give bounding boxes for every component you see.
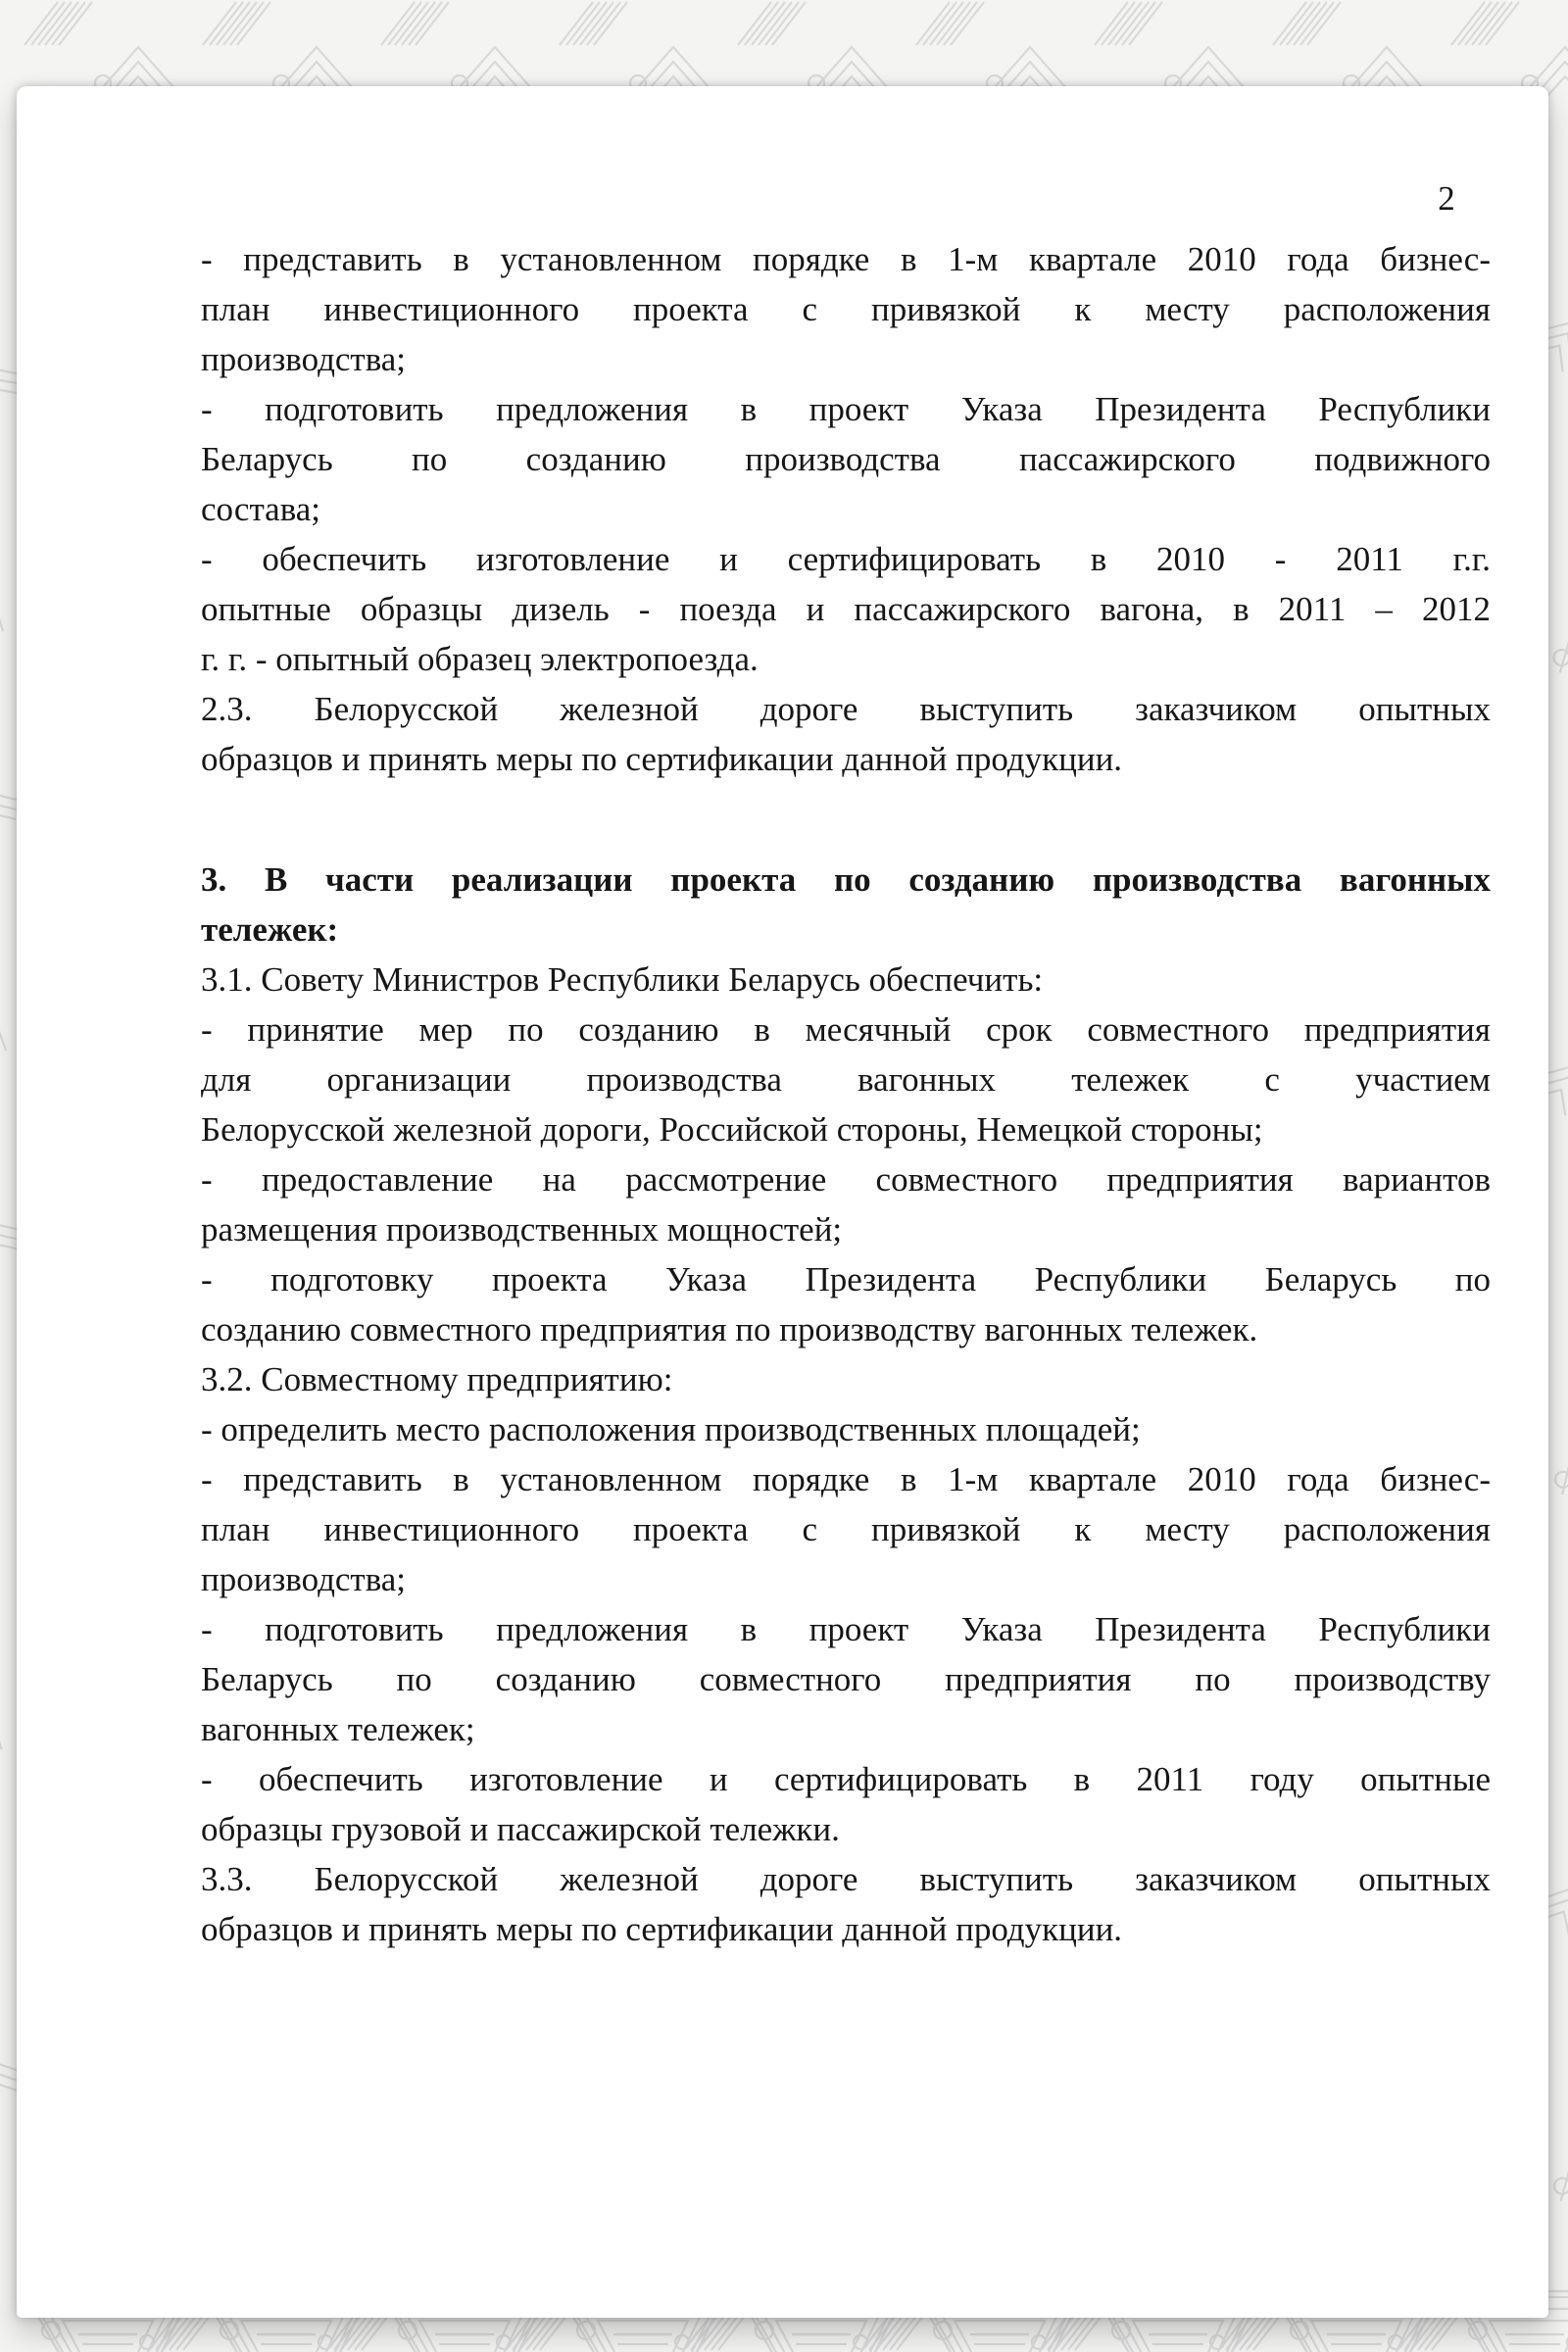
text-line: состава; <box>201 490 321 528</box>
text-line: опытные образцы дизель - поезда и пассажирского вагона, в 2011 – 2012 <box>201 590 1491 628</box>
text-line: - обеспечить изготовление и сертифицировать в 2010 - 2011 г.г. <box>201 540 1491 578</box>
paragraph <box>201 1354 1491 1404</box>
text-line: - подготовку проекта Указа Президента Республики Беларусь по <box>201 1260 1491 1298</box>
text-line: 3.1. Совету Министров Республики Беларусь обеспечить: <box>201 960 1044 999</box>
text-line: - принятие мер по созданию в месячный срок совместного предприятия <box>201 1010 1491 1049</box>
paragraph <box>201 534 1491 684</box>
text-line: для организации производства вагонных тележек с участием <box>201 1060 1491 1099</box>
text-line: - представить в установленном порядке в 1-м квартале 2010 года бизнес- <box>201 1460 1491 1498</box>
text-line: 3.2. Совместному предприятию: <box>201 1360 673 1398</box>
paragraph <box>201 1754 1491 1854</box>
text-line: Белорусской железной дороги, Российской стороны, Немецкой стороны; <box>201 1110 1263 1149</box>
text-line: производства; <box>201 1560 407 1598</box>
text-line: Беларусь по созданию совместного предприятия по производству <box>201 1660 1491 1698</box>
paragraph <box>201 1404 1491 1454</box>
text-line: - представить в установленном порядке в 1-м квартале 2010 года бизнес- <box>201 240 1491 278</box>
page-number: 2 <box>1438 179 1455 218</box>
document-body <box>201 234 1491 1954</box>
text-line: образцов и принять меры по сертификации данной продукции. <box>201 1910 1123 1948</box>
paragraph <box>201 1154 1491 1254</box>
text-line: - предоставление на рассмотрение совместного предприятия вариантов <box>201 1160 1491 1199</box>
paragraph <box>201 1004 1491 1154</box>
text-line: созданию совместного предприятия по производству вагонных тележек. <box>201 1310 1258 1348</box>
document-sheet <box>17 86 1548 2318</box>
paragraph <box>201 384 1491 534</box>
paragraph <box>201 955 1491 1004</box>
text-line: 2.3. Белорусской железной дороге выступить заказчиком опытных <box>201 690 1491 728</box>
text-line: вагонных тележек; <box>201 1710 475 1748</box>
text-line: размещения производственных мощностей; <box>201 1210 843 1249</box>
paragraph <box>201 1254 1491 1354</box>
text-line: образцы грузовой и пассажирской тележки. <box>201 1810 840 1848</box>
text-line: план инвестиционного проекта с привязкой к месту расположения <box>201 290 1491 328</box>
text-line: г. г. - опытный образец электропоезда. <box>201 640 759 678</box>
text-line: производства; <box>201 340 407 378</box>
paragraph <box>201 234 1491 384</box>
section-heading <box>201 855 1491 955</box>
text-line: 3. В части реализации проекта по созданию производства вагонных <box>201 860 1491 899</box>
paragraph <box>201 684 1491 784</box>
text-line: план инвестиционного проекта с привязкой к месту расположения <box>201 1510 1491 1548</box>
text-line: Беларусь по созданию производства пассажирского подвижного <box>201 440 1491 478</box>
text-line: - обеспечить изготовление и сертифицировать в 2011 году опытные <box>201 1760 1491 1798</box>
text-line: 3.3. Белорусской железной дороге выступить заказчиком опытных <box>201 1860 1491 1898</box>
text-line: - подготовить предложения в проект Указа Президента Республики <box>201 1610 1491 1648</box>
text-line: - определить место расположения производственных площадей; <box>201 1410 1141 1448</box>
paragraph <box>201 1454 1491 1604</box>
text-line: - подготовить предложения в проект Указа Президента Республики <box>201 390 1491 428</box>
paragraph <box>201 1854 1491 1954</box>
text-line: тележек: <box>201 910 339 949</box>
text-line: образцов и принять меры по сертификации данной продукции. <box>201 740 1123 778</box>
paragraph <box>201 1604 1491 1754</box>
